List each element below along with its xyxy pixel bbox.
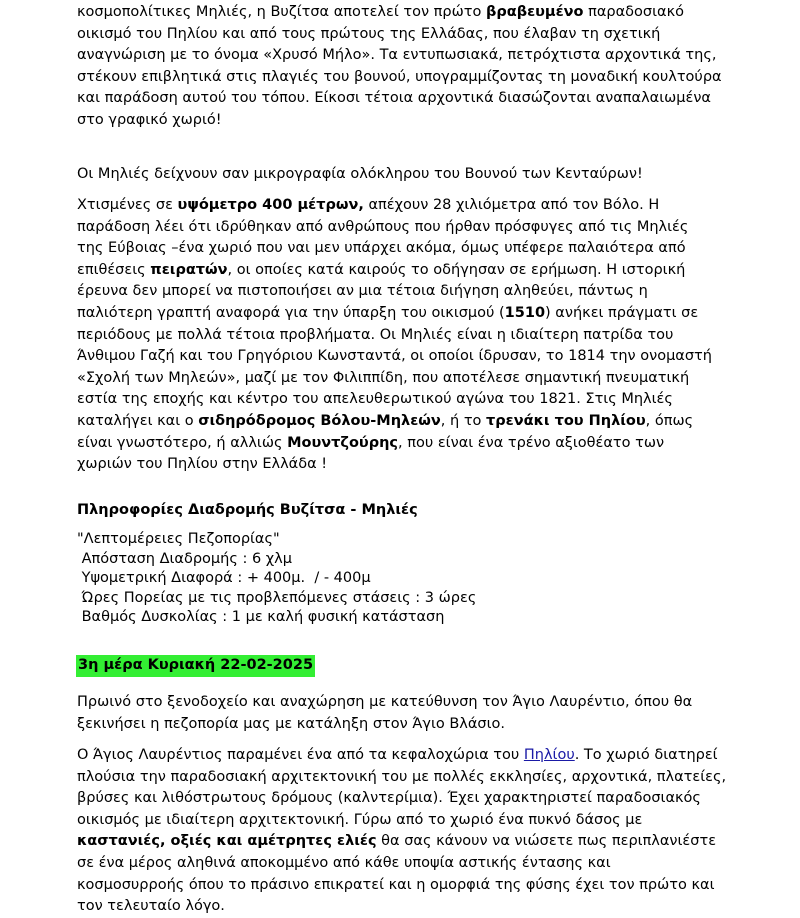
text: είναι γνωστότερο, ή αλλιώς bbox=[77, 434, 288, 451]
text-line: εστία της εποχής και κέντρο του απελευθερωτικού αγώνα του 1821. Στις Μηλιές bbox=[77, 391, 673, 408]
paragraph-vyzitsa-intro bbox=[77, 2, 767, 132]
text: απέχουν 28 χιλιόμετρα από τον Βόλο. Η bbox=[363, 197, 660, 213]
text: Ο Άγιος Λαυρέντιος παραμένει ένα από τα κεφαλοχώρια του bbox=[77, 747, 524, 763]
text: , ή το bbox=[440, 412, 487, 429]
detail-heading: "Λεπτομέρειες Πεζοπορίας" bbox=[77, 531, 280, 547]
text-line: στο γραφικό χωριό! bbox=[77, 111, 222, 128]
text-line: ξεκινήσει η πεζοπορία μας με κατάληξη στον Άγιο Βλάσιο. bbox=[77, 715, 506, 732]
section-heading: Πληροφορίες Διαδρομής Βυζίτσα - Μηλιές bbox=[77, 502, 418, 518]
paragraph-milies-tagline bbox=[77, 164, 767, 186]
paragraph-milies-history bbox=[77, 195, 767, 476]
text: , που είναι ένα τρένο αξιοθέατο των bbox=[398, 434, 665, 451]
text-line: και παράδοση αυτού του τόπου. Είκοσι τέτοια αρχοντικά διασώζονται αναπαλαιωμένα bbox=[77, 90, 711, 107]
text-line: οικισμός με ιδιαίτερη αρχιτεκτονική. Γύρω από το χωριό ένα πυκνό δάσος με bbox=[77, 811, 643, 828]
text-line: της Εύβοιας –ένα χωριό που ναι μεν υπάρχει ακόμα, όμως υπέφερε παλαιότερα από bbox=[77, 240, 686, 257]
text: καταλήγει και ο bbox=[77, 412, 199, 429]
text-line: Πρωινό στο ξενοδοχείο και αναχώρηση με κατεύθυνση τον Άγιο Λαυρέντιο, όπου θα bbox=[77, 694, 693, 710]
text-line: «Σχολή των Μηλεών», μαζί με τον Φιλιππίδη, που αποτέλεσε σημαντική πνευματική bbox=[77, 369, 690, 386]
duration-detail: Ώρες Πορείας με τις προβλεπόμενες στάσεις : 3 ώρες bbox=[77, 589, 477, 606]
bold-text: βραβευμένο bbox=[485, 4, 584, 20]
bold-text: τρενάκι του Πηλίου bbox=[486, 412, 646, 429]
day3-heading: 3η μέρα Κυριακή 22-02-2025 bbox=[76, 655, 315, 677]
text-line: έρευνα δεν μπορεί να πιστοποιήσει αν μια τέτοια διήγηση αληθεύει, πάντως η bbox=[77, 283, 648, 300]
bold-text: πειρατών bbox=[150, 261, 228, 278]
difficulty-detail: Βαθμός Δυσκολίας : 1 με καλή φυσική κατάσταση bbox=[77, 609, 445, 625]
text: Χτισμένες σε bbox=[77, 197, 178, 213]
bold-text: καστανιές, οξιές και αμέτρητες ελιές bbox=[77, 833, 377, 850]
text-line: παράδοση λέει ότι ιδρύθηκαν από ανθρώπους που ήρθαν πρόσφυγες από τις Μηλιές bbox=[77, 218, 689, 235]
distance-detail: Απόσταση Διαδρομής : 6 χλμ bbox=[77, 550, 292, 567]
text: κοσμοπολίτικες Μηλιές, η Βυζίτσα αποτελεί τον πρώτο bbox=[77, 4, 486, 20]
text: , όπως bbox=[645, 412, 694, 429]
paragraph-agios-lavrentios bbox=[77, 745, 767, 918]
text: ) ανήκει πράγματι σε bbox=[545, 304, 699, 321]
text: επιθέσεις bbox=[77, 261, 151, 278]
elevation-detail: Υψομετρική Διαφορά : + 400μ. / - 400μ bbox=[77, 570, 371, 586]
text-line: πλούσια την παραδοσιακή αρχιτεκτονική του με πολλές εκκλησίες, αρχοντικά, πλατείες, bbox=[77, 768, 727, 785]
text: . Το χωριό διατηρεί bbox=[574, 747, 718, 763]
pelion-link[interactable]: Πηλίου bbox=[523, 747, 575, 763]
text-line: βρύσες και λιθόστρωτους δρόμους (καλντερίμια). Έχει χαρακτηριστεί παραδοσιακός bbox=[77, 790, 701, 807]
text-line: Άνθιμου Γαζή και του Γρηγόριου Κωνσταντά, οι οποίοι ίδρυσαν, το 1814 την ονομαστή bbox=[77, 348, 712, 365]
bold-text: σιδηρόδρομος Βόλου-Μηλεών bbox=[198, 412, 441, 429]
bold-text: υψόμετρο 400 μέτρων, bbox=[177, 197, 364, 213]
text: , οι οποίες κατά καιρούς το οδήγησαν σε ερήμωση. Η ιστορική bbox=[227, 261, 686, 278]
text-line: κοσμοσυρροής όπου το πράσινο επικρατεί και η ομορφιά της φύσης έχει τον πρώτο και bbox=[77, 876, 715, 893]
paragraph-day3-intro bbox=[77, 692, 767, 735]
text: θα σας κάνουν να νιώσετε πως περιπλανιέστε bbox=[376, 833, 717, 850]
route-details bbox=[77, 530, 767, 628]
text: παραδοσιακό bbox=[583, 4, 684, 20]
bold-text: 1510 bbox=[504, 304, 546, 321]
text-line: στέκουν επιβλητικά στις πλαγιές του βουνού, υπογραμμίζοντας τη μοναδική κουλτούρα bbox=[77, 68, 722, 85]
text-line: Οι Μηλιές δείχνουν σαν μικρογραφία ολόκληρου του Βουνού των Κενταύρων! bbox=[77, 166, 643, 182]
text-line: τον τελευταίο λόγο. bbox=[77, 898, 225, 915]
text-line: περιόδους με πολλά τέτοια προβλήματα. Οι Μηλιές είναι η ιδιαίτερη πατρίδα του bbox=[77, 326, 674, 343]
text: παλιότερη γραπτή αναφορά για την ύπαρξη του οικισμού ( bbox=[77, 304, 505, 321]
text-line: οικισμό του Πηλίου και από τους πρώτους της Ελλάδας, που έλαβαν τη σχετική bbox=[77, 25, 661, 42]
bold-text: Μουντζούρης bbox=[287, 434, 399, 451]
text-line: σε ένα μέρος αληθινά αποκομμένο από κάθε υποψία αστικής έντασης και bbox=[77, 854, 611, 871]
route-info-title bbox=[77, 500, 767, 522]
text-line: χωριών του Πηλίου στην Ελλάδα ! bbox=[77, 456, 328, 473]
text-line: αναγνώριση με το όνομα «Χρυσό Μήλο». Τα εντυπωσιακά, πετρόχτιστα αρχοντικά της, bbox=[77, 47, 717, 64]
day3-heading-block bbox=[77, 655, 767, 677]
